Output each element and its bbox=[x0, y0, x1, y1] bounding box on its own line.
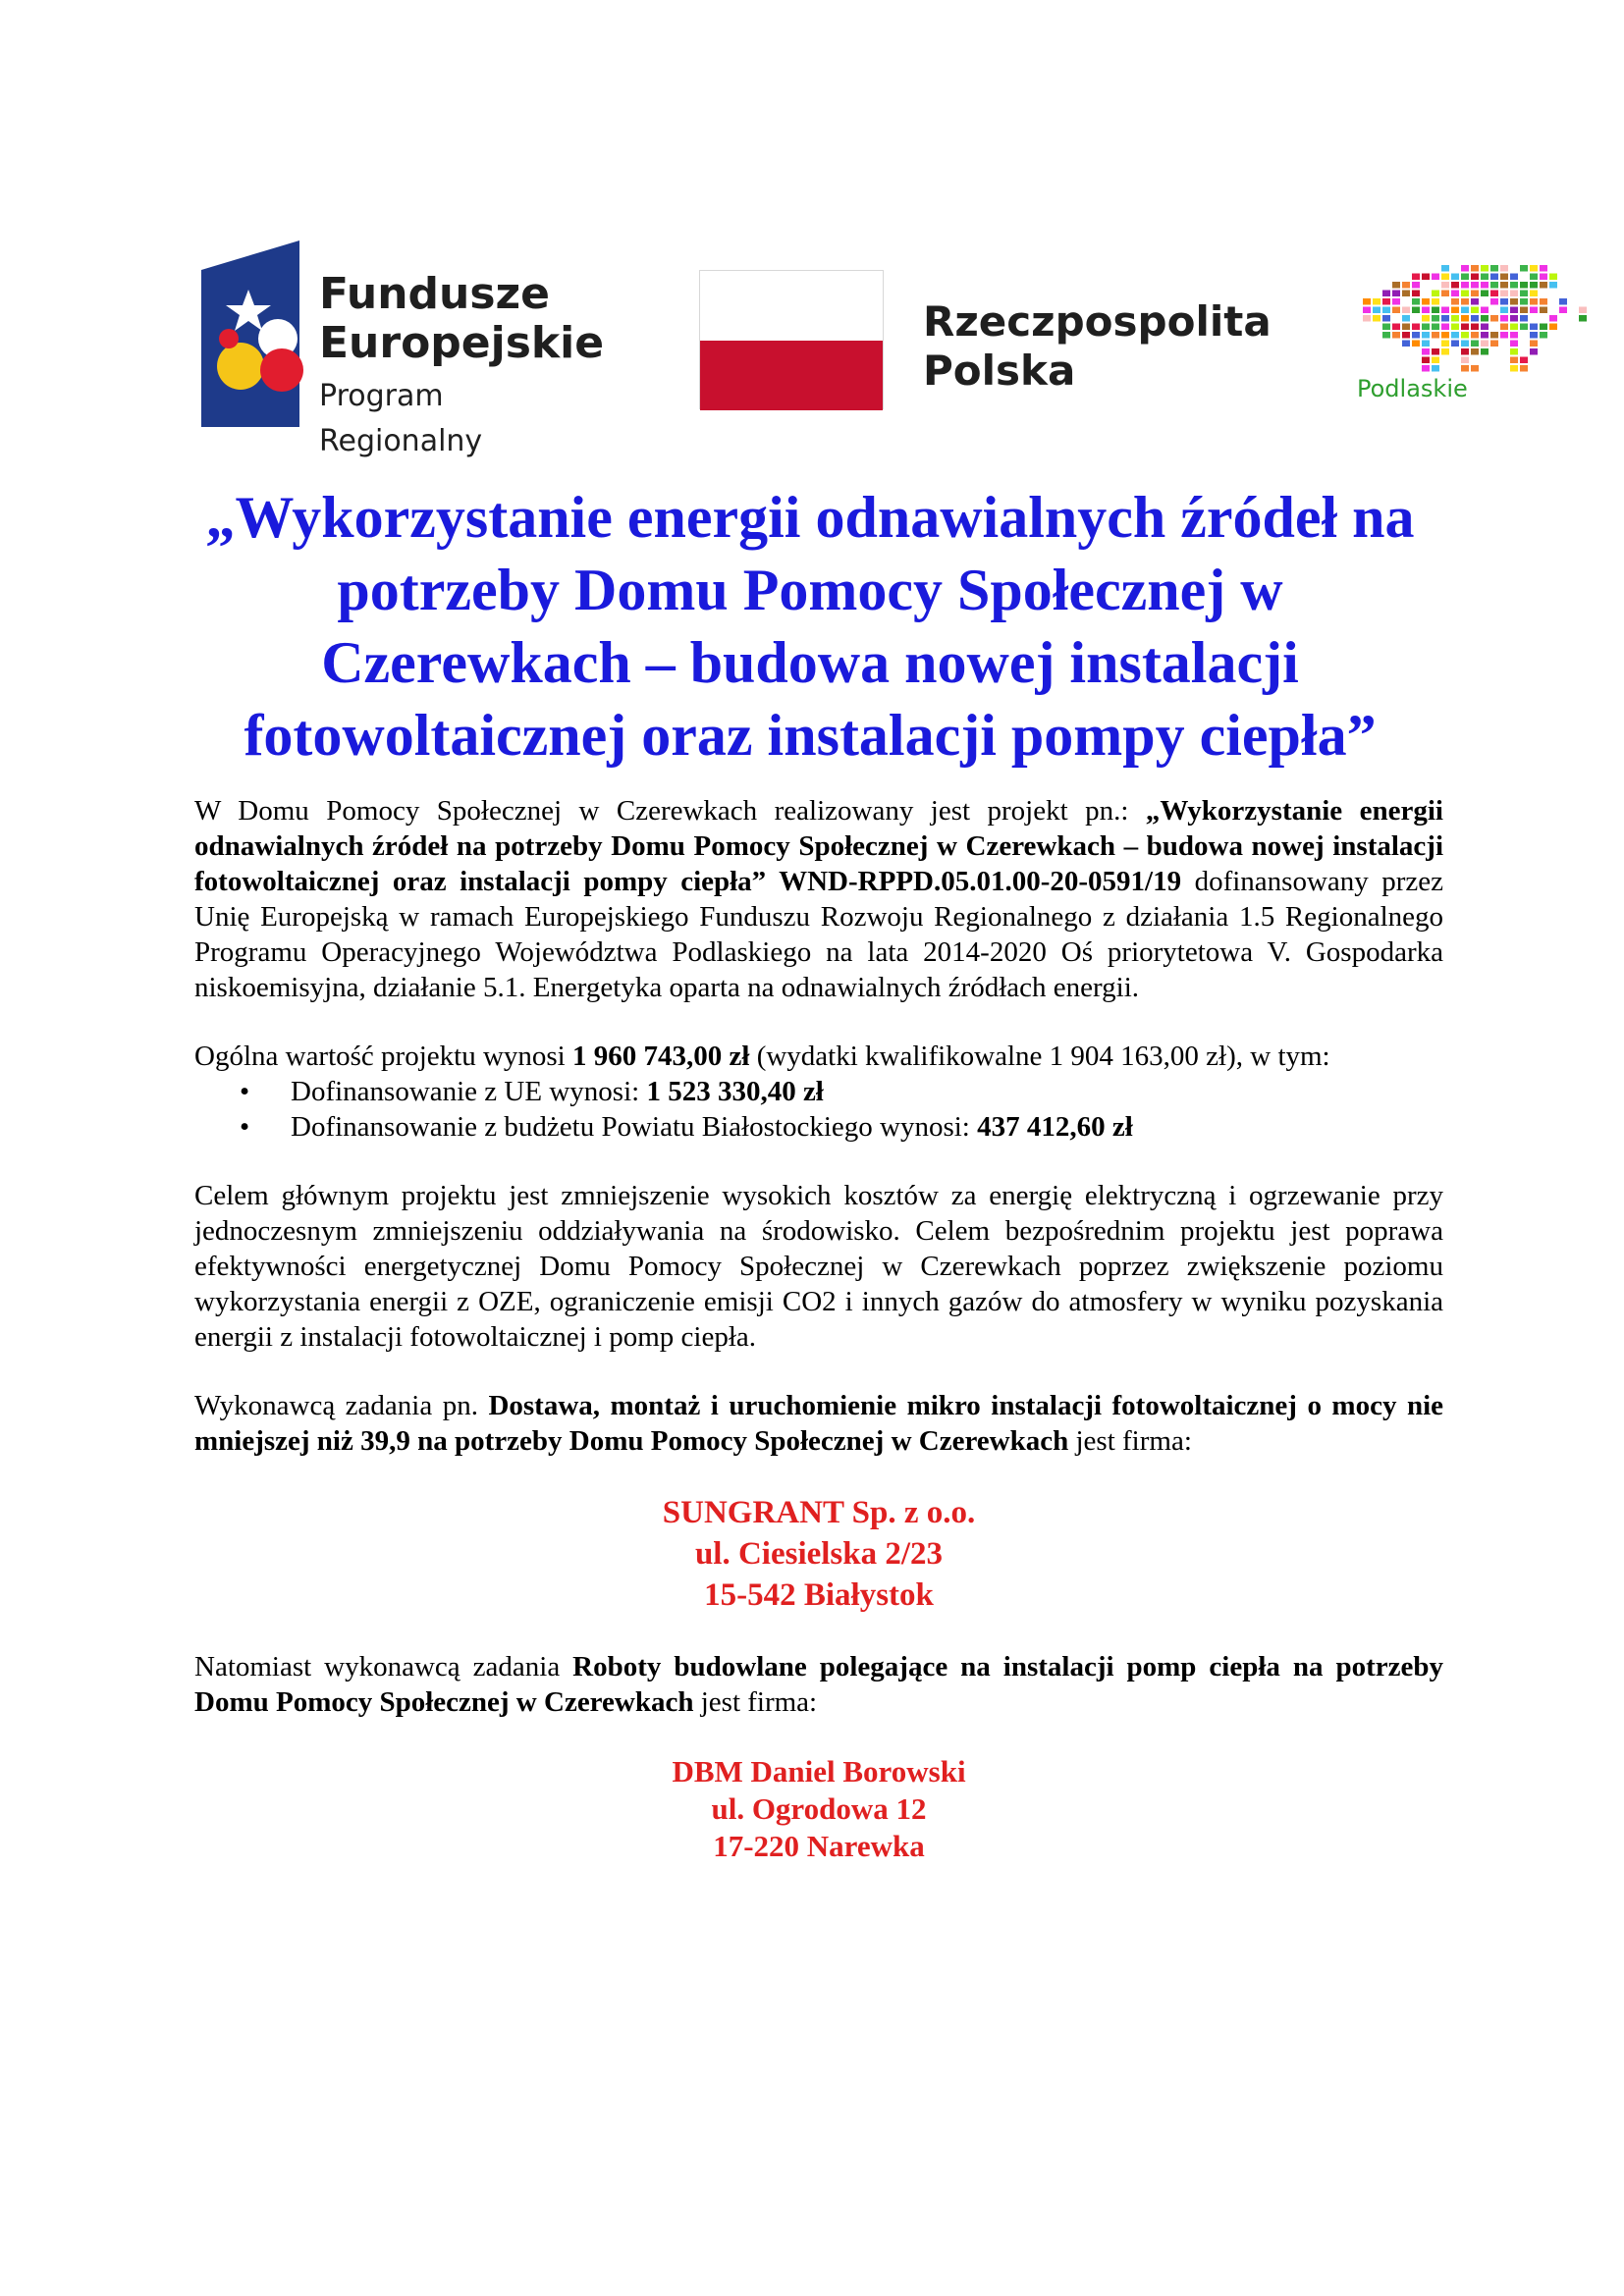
rp-line1: Rzeczpospolita bbox=[923, 297, 1272, 346]
intro-paragraph bbox=[194, 793, 1443, 1005]
intro-text-1: W Domu Pomocy Społecznej w Czerewkach realizowany jest projekt pn.: bbox=[194, 795, 1146, 827]
podlaskie-label: Podlaskie bbox=[1357, 375, 1468, 402]
funding-amount: 437 412,60 zł bbox=[977, 1111, 1133, 1143]
intro-text-2: dofinansowany przez Unię Europejską w ramach Europejskiego Funduszu Rozwoju Regionalnego z działania 1.5 Regionalnego Programu Operacyjnego Województwa Podlaskiego na lata 2014-2020 Oś priorytetowa V. Gospodarka niskoemisyjna, działanie 5.1. Energetyka oparta na odnawialnych źródłach energii. bbox=[194, 866, 1443, 1003]
rzeczpospolita-text bbox=[923, 297, 1272, 396]
goal-paragraph: Celem głównym projektu jest zmniejszenie wysokich kosztów za energię elektryczną i ogrzewanie przy jednoczesnym zmniejszeniu oddziaływania na środowisko. Celem bezpośrednim projektu jest poprawa efektywności energetycznej Domu Pomocy Społecznej w Czerewkach poprzez zwiększenie poziomu wykorzystania energii z OZE, ograniczenie emisji CO2 i innych gazów do atmosfery w wyniku pozyskania energii z instalacji fotowoltaicznej i pomp ciepła. bbox=[194, 1180, 1443, 1353]
contractor2-intro bbox=[194, 1649, 1443, 1720]
rp-line2: Polska bbox=[923, 347, 1076, 395]
rzeczpospolita-polska-logo bbox=[699, 270, 1272, 417]
funding-label: Dofinansowanie z budżetu Powiatu Białostockiego wynosi: bbox=[291, 1111, 978, 1143]
c2-task-name: Roboty budowlane polegające na instalacji pomp ciepła na potrzeby Domu Pomocy Społecznej w Czerewkach bbox=[194, 1651, 1443, 1718]
fundusze-europejskie-logo bbox=[201, 240, 614, 458]
list-item bbox=[291, 1074, 1443, 1109]
contractor2-address bbox=[194, 1753, 1443, 1865]
funding-list bbox=[194, 1074, 1443, 1145]
contractor1-intro bbox=[194, 1388, 1443, 1459]
value-text-2: (wydatki kwalifikowalne 1 904 163,00 zł), w tym: bbox=[749, 1041, 1330, 1072]
page-title: „Wykorzystanie energii odnawialnych źródeł na potrzeby Domu Pomocy Społecznej w Czerewkach – budowa nowej instalacji fotowoltaicznej oraz instalacji pompy ciepła” bbox=[205, 485, 1415, 768]
contractor2-city: 17-220 Narewka bbox=[713, 1829, 925, 1863]
c2-text-2: jest firma: bbox=[693, 1686, 818, 1718]
podlaskie-logo bbox=[1345, 265, 1600, 432]
total-value: 1 960 743,00 zł bbox=[572, 1041, 750, 1072]
fe-line1: Fundusze bbox=[319, 269, 550, 319]
fe-line3: Program Regionalny bbox=[319, 379, 483, 458]
fe-line2: Europejskie bbox=[319, 318, 605, 368]
logo-bar bbox=[0, 231, 1624, 458]
contractor2-name: DBM Daniel Borowski bbox=[672, 1754, 966, 1789]
c1-task-name: Dostawa, montaż i uruchomienie mikro instalacji fotowoltaicznej o mocy nie mniejszej niż 39,9 na potrzeby Domu Pomocy Społecznej w Czerewkach bbox=[194, 1390, 1443, 1457]
contractor2-street: ul. Ogrodowa 12 bbox=[711, 1791, 927, 1826]
eu-funds-emblem-icon bbox=[201, 240, 309, 427]
contractor1-city: 15-542 Białystok bbox=[704, 1577, 934, 1613]
document-body bbox=[194, 793, 1443, 1865]
contractor1-address bbox=[194, 1492, 1443, 1616]
funding-label: Dofinansowanie z UE wynosi: bbox=[291, 1076, 647, 1107]
list-item bbox=[291, 1109, 1443, 1145]
contractor1-name: SUNGRANT Sp. z o.o. bbox=[662, 1495, 976, 1530]
fundusze-europejskie-text bbox=[319, 270, 614, 464]
value-paragraph bbox=[194, 1039, 1443, 1074]
c1-text-2: jest firma: bbox=[1068, 1425, 1192, 1457]
project-name-bold: „Wykorzystanie energii odnawialnych źródeł na potrzeby Domu Pomocy Społecznej w Czerewkach – budowa nowej instalacji fotowoltaicznej oraz instalacji pompy ciepła” WND-RPPD.05.01.00-20-0591/19 bbox=[194, 795, 1443, 897]
value-text-1: Ogólna wartość projektu wynosi bbox=[194, 1041, 572, 1072]
polish-flag-icon bbox=[699, 270, 884, 409]
contractor1-street: ul. Ciesielska 2/23 bbox=[694, 1536, 944, 1572]
c1-text-1: Wykonawcą zadania pn. bbox=[194, 1390, 489, 1421]
funding-amount: 1 523 330,40 zł bbox=[646, 1076, 824, 1107]
c2-text-1: Natomiast wykonawcą zadania bbox=[194, 1651, 573, 1682]
